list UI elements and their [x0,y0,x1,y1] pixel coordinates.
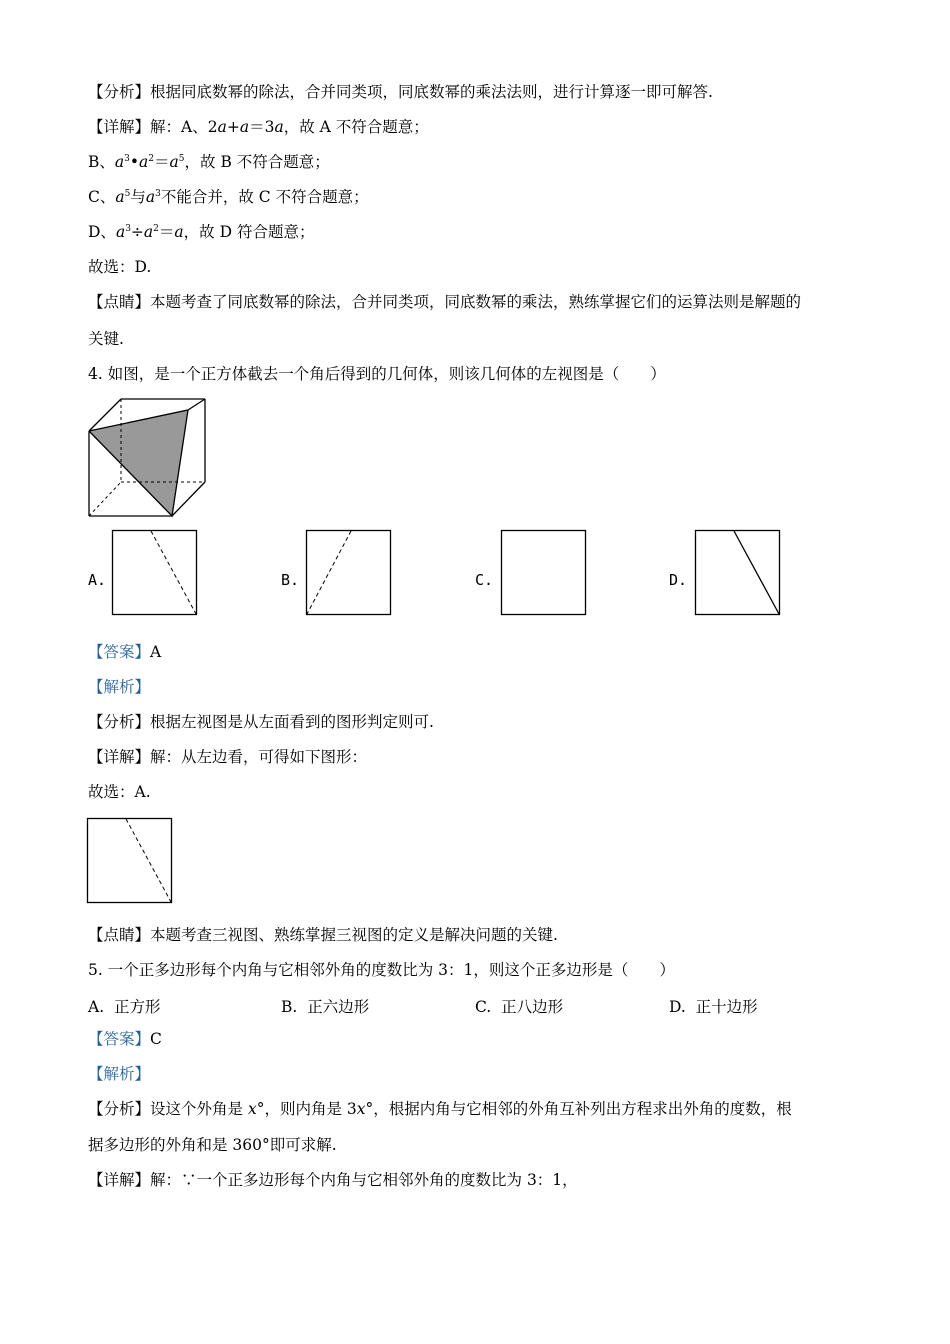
choice-text: 正方形 [113,998,161,1016]
q4-option-b-figure[interactable] [305,529,395,619]
math-expr-a: 2a+a＝3a [207,118,284,136]
q4-analysis-line [88,712,434,732]
math-expr-b: $a^3•a^2=a^5$ [114,153,185,171]
choice-text: 正十边形 [695,998,758,1016]
q5-analysis-line-2: 据多边形的外角和是 360°即可求解. [88,1136,337,1154]
detail-d-tail: ，故 D 符合题意； [183,223,315,241]
q5-analysis-line-1: 【分析】设这个外角是 x°，则内角是 3x°，根据内角与它相邻的外角互补列出方程求出外角的度数，根 [88,1100,792,1118]
q5-answer-line [88,1029,162,1049]
q4-option-d-label[interactable]: D. [669,571,688,589]
option-d-prefix: D、 [88,223,116,241]
q5-solution-tag: 【解析】 [88,1065,151,1083]
q4-option-c-label[interactable]: C. [475,571,494,589]
detail-tag: 【详解】 [88,1171,151,1189]
math-expr-d: $a^3\div a^2=a$ [115,223,184,241]
q4-option-b-label[interactable]: B. [281,571,300,589]
q3-detail-line-c [88,187,369,207]
answer-value: A [150,643,162,661]
detail-text: 解：∵一个正多边形每个内角与它相邻外角的度数比为 3：1， [150,1171,578,1189]
comment-tag: 【点睛】 [88,293,151,311]
q5-stem: 5. 一个正多边形每个内角与它相邻外角的度数比为 3：1，则这个正多边形是（ ） [88,961,675,979]
q5-choice-c[interactable] [475,995,563,1017]
choice-text: 正六边形 [307,998,370,1016]
choice-label: D. [669,998,686,1016]
analysis-tag: 【分析】 [88,83,151,101]
q4-left-view-figure [86,817,176,907]
answer-tag: 【答案】 [88,643,151,661]
q3-choice-line: 故选：D. [88,258,152,276]
comment-text: 本题考查三视图、熟练掌握三视图的定义是解决问题的关键. [150,926,558,944]
q4-option-d-figure[interactable] [694,529,784,619]
detail-c-tail: 不能合并，故 C 不符合题意； [160,188,369,206]
q4-detail-line [88,747,367,767]
analysis-text: 根据同底数幂的除法，合并同类项，同底数幂的乘法法则，进行计算逐一即可解答. [150,83,713,101]
q3-analysis-line [88,82,713,102]
q4-solution-tag: 【解析】 [88,678,151,696]
comment-text: 本题考查了同底数幂的除法，合并同类项，同底数幂的乘法，熟练掌握它们的运算法则是解题的 [150,293,802,311]
q4-option-c-figure[interactable] [500,529,590,619]
q4-stem: 4. 如图，是一个正方体截去一个角后得到的几何体，则该几何体的左视图是（ ） [88,365,666,383]
q4-answer-line [88,642,161,662]
math-expr-c: $a^5$与$a^3$ [115,188,161,206]
detail-intro: 解：A、 [150,118,208,136]
detail-text: 解：从左边看，可得如下图形： [150,748,368,766]
choice-text: 正八边形 [501,998,564,1016]
detail-tag: 【详解】 [88,748,151,766]
answer-tag: 【答案】 [88,1030,151,1048]
detail-a-tail: ，故 A 不符合题意； [283,118,429,136]
q4-choice-line: 故选：A. [88,783,151,801]
option-b-prefix: B、 [88,153,115,171]
detail-b-tail: ，故 B 不符合题意； [184,153,330,171]
choice-label: B. [281,998,298,1016]
q5-detail-line [88,1170,578,1190]
q5-choice-d[interactable] [669,995,758,1017]
q3-comment-line-1 [88,292,801,312]
analysis-tag: 【分析】 [88,713,151,731]
analysis-tag: 【分析】 [88,1100,151,1118]
q4-option-a-label[interactable]: A. [88,571,107,589]
q3-detail-line-b [88,152,330,172]
q4-option-a-figure[interactable] [111,529,201,619]
detail-tag: 【详解】 [88,118,151,136]
analysis-text: 根据左视图是从左面看到的图形判定则可. [150,713,434,731]
q3-comment-line-2: 关键. [88,330,124,348]
option-c-prefix: C、 [88,188,116,206]
q3-detail-line-d [88,222,314,242]
q5-choice-a[interactable] [88,995,161,1017]
q3-detail-line-a [88,117,429,137]
choice-label: C. [475,998,492,1016]
q4-comment-line [88,925,558,945]
comment-tag: 【点睛】 [88,926,151,944]
cut-cube-figure [84,395,214,521]
choice-label: A. [88,998,105,1016]
q5-choice-b[interactable] [281,995,369,1017]
answer-value: C [150,1030,162,1048]
